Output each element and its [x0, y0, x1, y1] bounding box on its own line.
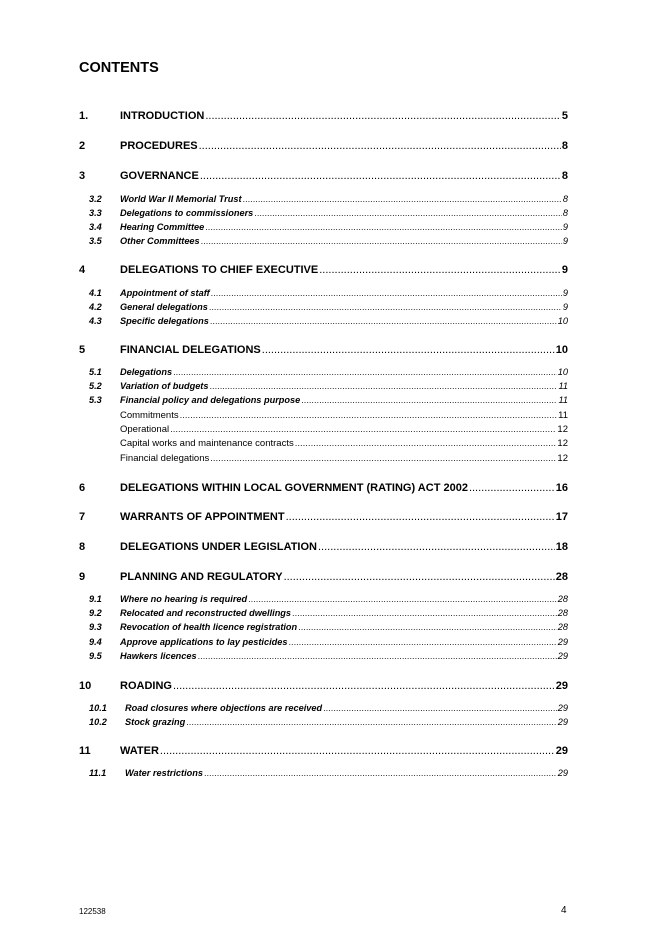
toc-page: 29: [555, 745, 568, 757]
toc-label: Specific delegations: [120, 316, 209, 326]
dot-leader: [210, 453, 556, 464]
contents-heading: CONTENTS: [79, 60, 159, 76]
toc-page: 9: [562, 288, 568, 298]
toc-label: Variation of budgets: [120, 381, 209, 391]
toc-number: 9: [79, 571, 86, 583]
toc-page: 28: [557, 594, 568, 604]
toc-label: Financial delegations: [120, 453, 210, 464]
toc-subentry[interactable]: [89, 608, 568, 620]
toc-label: Stock grazing: [125, 717, 186, 727]
toc-entry[interactable]: [79, 571, 568, 585]
toc-subentry[interactable]: [89, 236, 568, 248]
dot-leader: [186, 717, 557, 727]
toc-subentry[interactable]: [89, 316, 568, 328]
toc-subentry[interactable]: [89, 651, 568, 663]
toc-subentry[interactable]: [89, 367, 568, 379]
toc-number: 9.5: [89, 651, 102, 661]
dot-leader: [262, 344, 555, 356]
toc-label: DELEGATIONS WITHIN LOCAL GOVERNMENT (RATING) ACT 2002: [120, 482, 468, 494]
toc-number: 8: [79, 541, 86, 553]
toc-label: Water restrictions: [125, 768, 203, 778]
toc-page: 11: [558, 395, 568, 405]
toc-entry[interactable]: [79, 541, 568, 555]
toc-number: 5.1: [89, 367, 102, 377]
toc-label: WATER: [120, 745, 159, 757]
toc-subentry[interactable]: [89, 768, 568, 780]
toc-number: 3.4: [89, 222, 102, 232]
toc-label: General delegations: [120, 302, 208, 312]
dot-leader: [323, 703, 557, 713]
toc-page: 8: [561, 140, 568, 152]
toc-page: 9: [561, 264, 568, 276]
toc-page: 29: [555, 680, 568, 692]
toc-number: 10: [79, 680, 92, 692]
toc-page: 8: [562, 194, 568, 204]
dot-leader: [205, 222, 562, 232]
dot-leader: [286, 511, 555, 523]
toc-page: 16: [555, 482, 568, 494]
toc-number: 7: [79, 511, 86, 523]
toc-page: 10: [557, 316, 568, 326]
dot-leader: [243, 194, 562, 204]
toc-number: 1.: [79, 110, 89, 122]
dot-leader: [210, 316, 557, 326]
dot-leader: [254, 208, 562, 218]
toc-number: 11: [79, 745, 91, 757]
toc-label: Operational: [120, 424, 170, 435]
toc-label: PLANNING AND REGULATORY: [120, 571, 283, 583]
toc-entry[interactable]: [79, 170, 568, 184]
toc-label: Delegations: [120, 367, 173, 377]
toc-label: Relocated and reconstructed dwellings: [120, 608, 292, 618]
toc-page: 5: [561, 110, 568, 122]
toc-number: 4.2: [89, 302, 102, 312]
dot-leader: [298, 622, 557, 632]
toc-label: WARRANTS OF APPOINTMENT: [120, 511, 285, 523]
dot-leader: [200, 170, 561, 182]
dot-leader: [173, 367, 557, 377]
toc-page: 10: [555, 344, 568, 356]
dot-leader: [160, 745, 555, 757]
dot-leader: [288, 637, 556, 647]
toc-label: DELEGATIONS UNDER LEGISLATION: [120, 541, 317, 553]
toc-entry[interactable]: [79, 745, 568, 759]
dot-leader: [204, 768, 557, 778]
dot-leader: [292, 608, 557, 618]
toc-number: 10.2: [89, 717, 107, 727]
toc-number: 11.1: [89, 768, 107, 778]
toc-label: Other Committees: [120, 236, 200, 246]
dot-leader: [173, 680, 555, 692]
toc-label: Commitments: [120, 410, 179, 421]
toc-label: PROCEDURES: [120, 140, 198, 152]
toc-number: 3.5: [89, 236, 102, 246]
toc-subentry[interactable]: [89, 288, 568, 300]
toc-entry[interactable]: [79, 264, 568, 278]
toc-subentry[interactable]: [89, 194, 568, 206]
dot-leader: [469, 482, 555, 494]
toc-subentry[interactable]: [89, 637, 568, 649]
toc-label: DELEGATIONS TO CHIEF EXECUTIVE: [120, 264, 319, 276]
toc-subsubentry[interactable]: [120, 410, 568, 422]
toc-label: Hawkers licences: [120, 651, 197, 661]
dot-leader: [205, 110, 561, 122]
toc-page: 9: [562, 222, 568, 232]
dot-leader: [248, 594, 557, 604]
toc-subentry[interactable]: [89, 703, 568, 715]
toc-label: ROADING: [120, 680, 172, 692]
toc-number: 2: [79, 140, 86, 152]
toc-number: 9.4: [89, 637, 102, 647]
dot-leader: [319, 264, 561, 276]
toc-page: 28: [555, 571, 568, 583]
toc-subentry[interactable]: [89, 622, 568, 634]
dot-leader: [295, 438, 557, 449]
toc-page: 12: [557, 424, 568, 435]
toc-entry[interactable]: [79, 511, 568, 525]
dot-leader: [211, 288, 562, 298]
toc-page: 11: [558, 410, 568, 421]
toc-label: GOVERNANCE: [120, 170, 199, 182]
toc-label: Revocation of health licence registration: [120, 622, 298, 632]
toc-subsubentry[interactable]: [120, 424, 568, 436]
toc-entry[interactable]: [79, 344, 568, 358]
toc-entry[interactable]: [79, 140, 568, 154]
dot-leader: [209, 381, 557, 391]
toc-page: 11: [558, 381, 568, 391]
toc-label: FINANCIAL DELEGATIONS: [120, 344, 261, 356]
dot-leader: [199, 140, 561, 152]
toc-page: 12: [557, 453, 568, 464]
toc-subentry[interactable]: [89, 717, 568, 729]
toc-subsubentry[interactable]: [120, 438, 568, 450]
toc-number: 4.1: [89, 288, 102, 298]
toc-page: 28: [557, 622, 568, 632]
toc-label: Hearing Committee: [120, 222, 205, 232]
dot-leader: [318, 541, 555, 553]
toc-entry[interactable]: [79, 482, 568, 496]
toc-page: 29: [557, 651, 568, 661]
toc-page: 28: [557, 608, 568, 618]
dot-leader: [198, 651, 557, 661]
toc-entry[interactable]: [79, 680, 568, 694]
toc-number: 9.1: [89, 594, 102, 604]
toc-page: 12: [557, 438, 568, 449]
toc-label: Capital works and maintenance contracts: [120, 438, 294, 449]
toc-subentry[interactable]: [89, 222, 568, 234]
toc-subentry[interactable]: [89, 302, 568, 314]
toc-number: 5.3: [89, 395, 102, 405]
dot-leader: [180, 410, 558, 421]
toc-subentry[interactable]: [89, 594, 568, 606]
toc-number: 3.2: [89, 194, 102, 204]
page-number: 4: [561, 905, 567, 916]
dot-leader: [170, 424, 556, 435]
toc-number: 6: [79, 482, 86, 494]
toc-number: 3.3: [89, 208, 102, 218]
toc-number: 4: [79, 264, 86, 276]
toc-page: 29: [557, 637, 568, 647]
toc-page: 29: [557, 768, 568, 778]
toc-page: 17: [555, 511, 568, 523]
toc-number: 9.2: [89, 608, 102, 618]
toc-label: Financial policy and delegations purpose: [120, 395, 301, 405]
toc-label: INTRODUCTION: [120, 110, 205, 122]
toc-number: 5.2: [89, 381, 102, 391]
dot-leader: [301, 395, 557, 405]
toc-page: 8: [562, 208, 568, 218]
dot-leader: [284, 571, 555, 583]
toc-page: 29: [557, 703, 568, 713]
toc-label: Appointment of staff: [120, 288, 210, 298]
dot-leader: [209, 302, 562, 312]
toc-number: 3: [79, 170, 86, 182]
toc-number: 5: [79, 344, 86, 356]
toc-label: Road closures where objections are received: [125, 703, 323, 713]
toc-page: 8: [561, 170, 568, 182]
toc-number: 9.3: [89, 622, 102, 632]
toc-entry[interactable]: [79, 110, 568, 124]
toc-page: 9: [562, 236, 568, 246]
toc-subentry[interactable]: [89, 381, 568, 393]
document-id: 122538: [79, 907, 106, 916]
toc-subsubentry[interactable]: [120, 453, 568, 465]
toc-label: Approve applications to lay pesticides: [120, 637, 288, 647]
toc-subentry[interactable]: [89, 208, 568, 220]
toc-page: 29: [557, 717, 568, 727]
toc-number: 10.1: [89, 703, 107, 713]
toc-subentry[interactable]: [89, 395, 568, 407]
toc-page: 9: [562, 302, 568, 312]
toc-page: 10: [557, 367, 568, 377]
toc-label: Delegations to commissioners: [120, 208, 254, 218]
dot-leader: [201, 236, 562, 246]
toc-number: 4.3: [89, 316, 102, 326]
toc-label: World War II Memorial Trust: [120, 194, 242, 204]
toc-page: 18: [555, 541, 568, 553]
toc-label: Where no hearing is required: [120, 594, 248, 604]
